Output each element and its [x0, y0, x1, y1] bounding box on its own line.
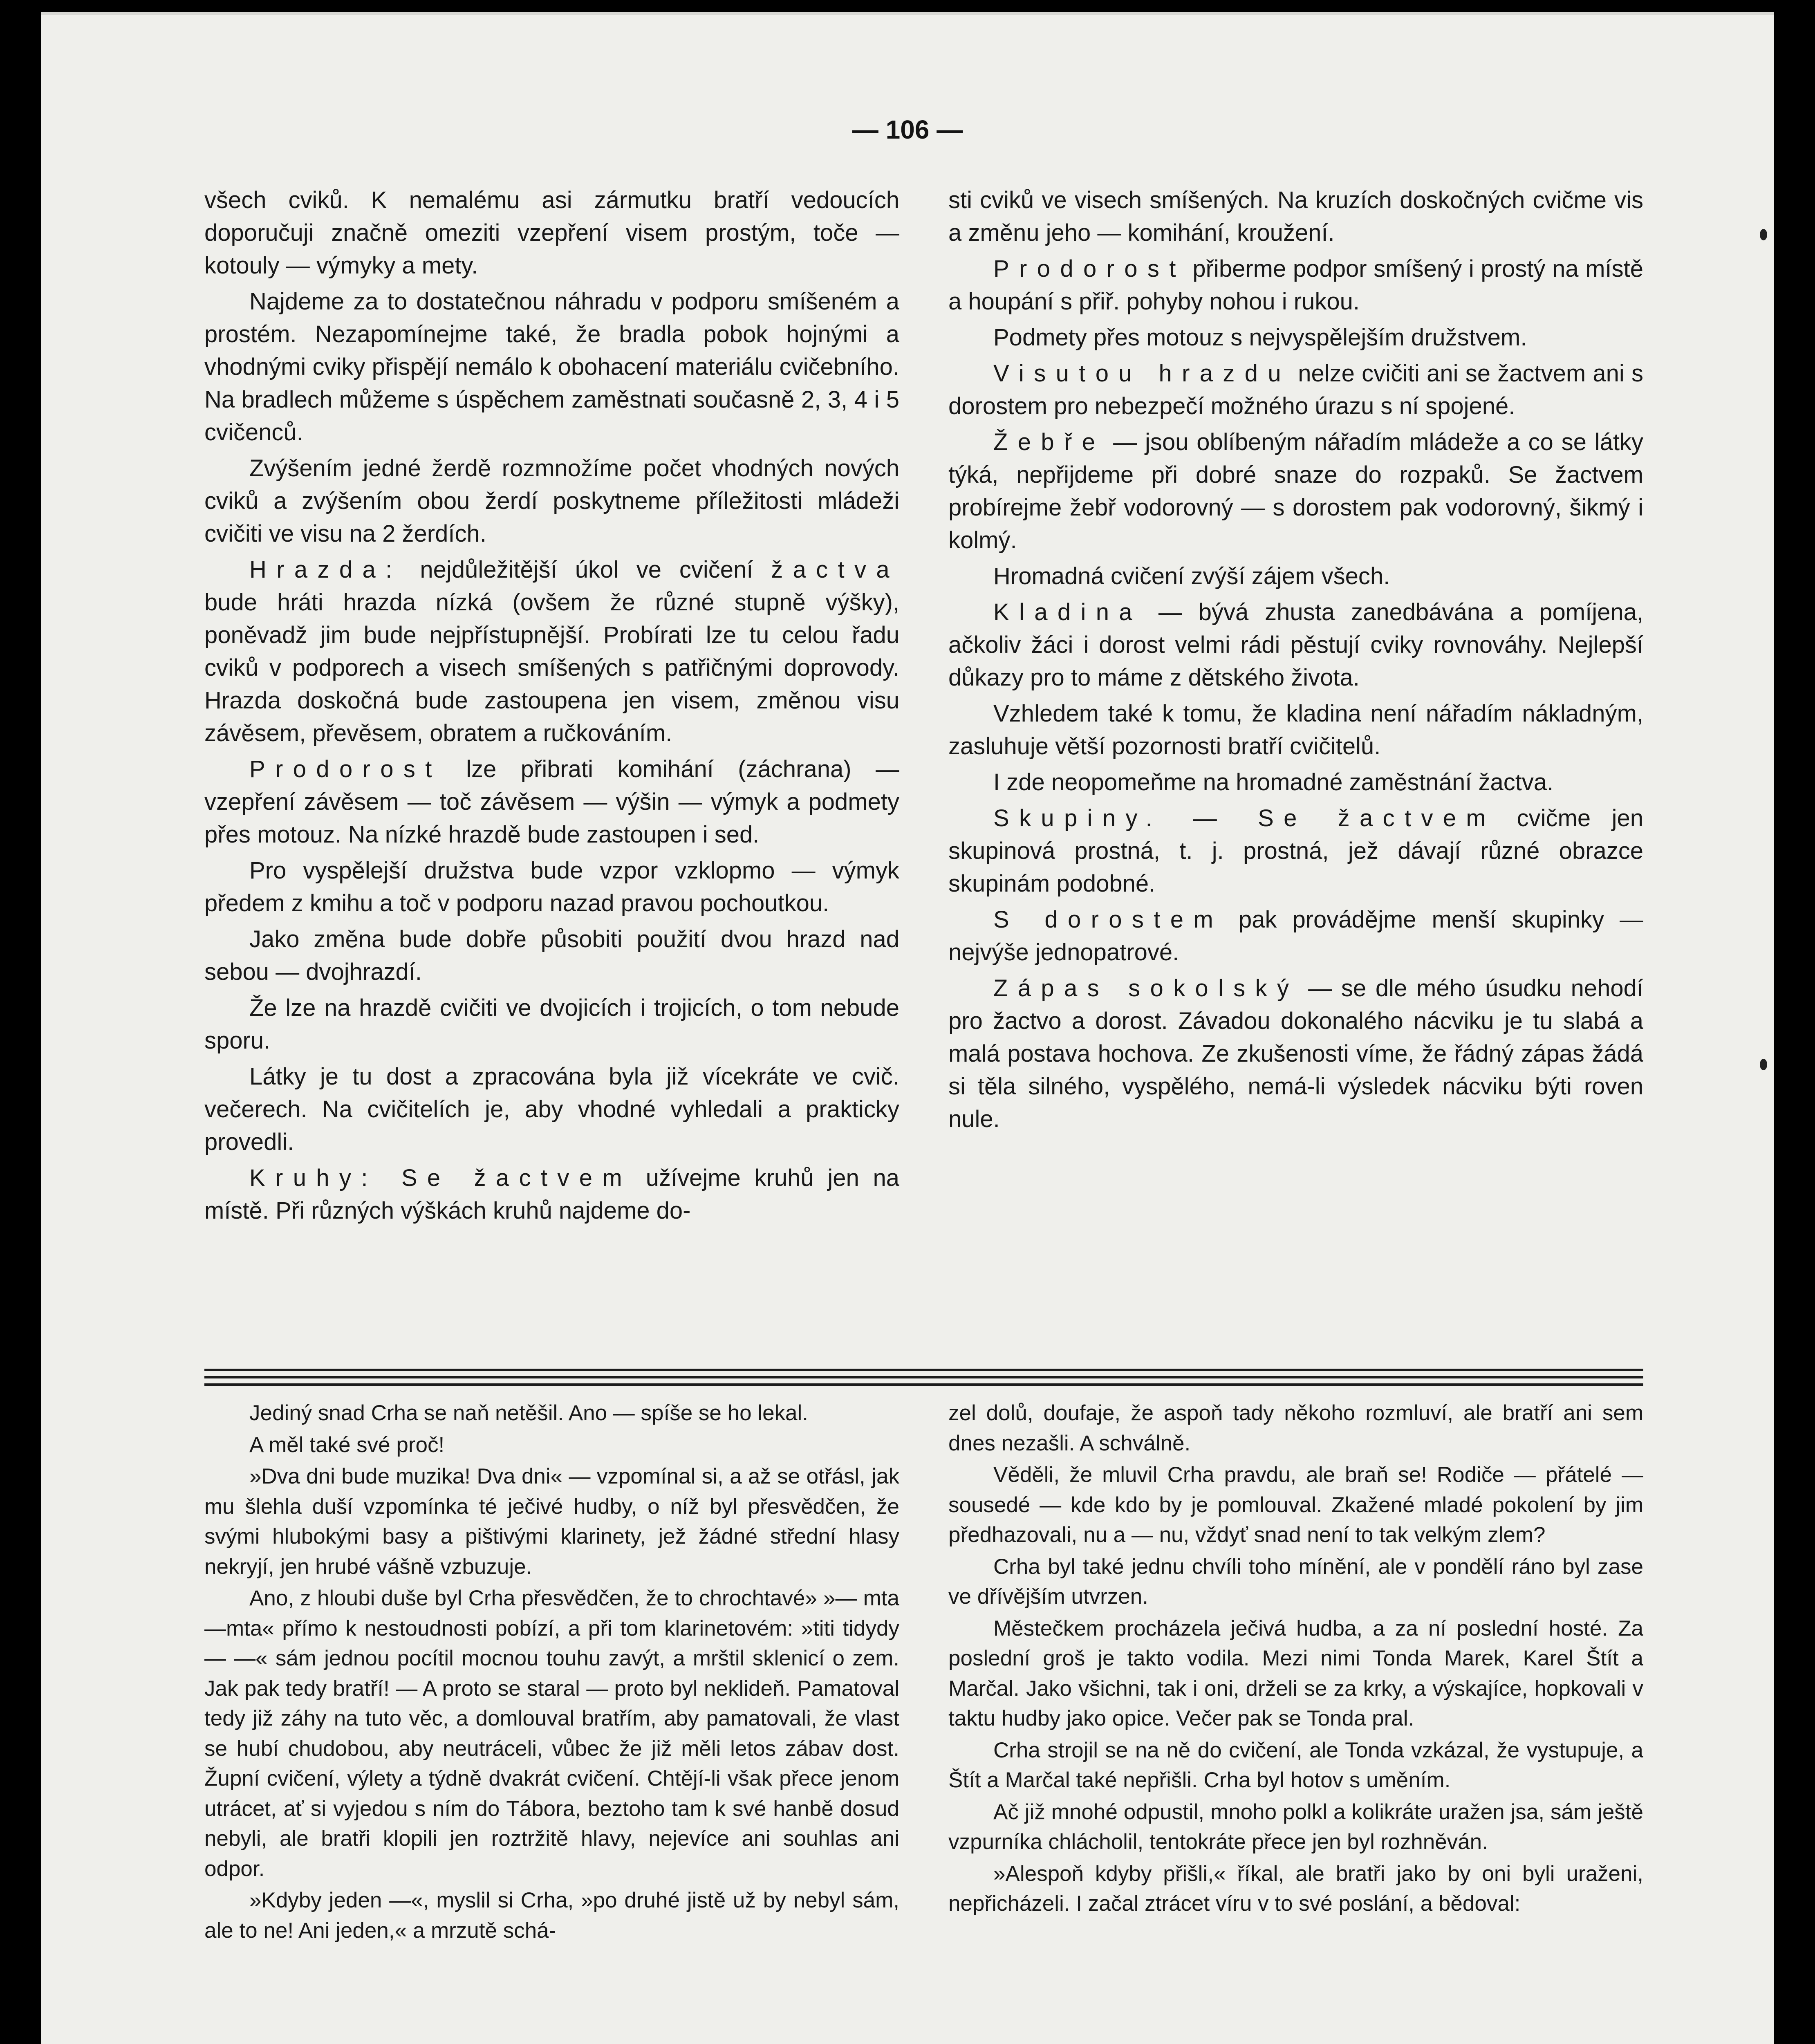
paragraph: zel dolů, doufaje, že aspoň tady někoho rozmluví, ale bratří ani sem dnes nezašli. A schválně. — [948, 1401, 1643, 1455]
scanned-page — [41, 12, 1774, 2044]
paragraph: Látky je tu dost a zpracována byla již vícekráte ve cvič. večerech. Na cvičitelích je, aby vhodné vyhledali a prakticky provedli. — [204, 1063, 899, 1155]
spaced-heading: Visutou hrazdu — [993, 360, 1291, 387]
paragraph — [948, 802, 1643, 900]
spaced-term: žactva — [771, 556, 899, 583]
bottom-right-column — [948, 1398, 1643, 1921]
paragraph-text: nelze cvičiti ani se žactvem ani s dorostem pro nebezpečí možného úrazu s ní spojené. — [948, 360, 1643, 419]
paragraph — [204, 1162, 899, 1227]
paragraph: Zvýšením jedné žerdě rozmnožíme počet vhodných nových cviků a zvýšením obou žerdí poskytneme příležitosti mládeži cvičiti ve visu na 2 žerdích. — [204, 455, 899, 547]
paragraph — [948, 596, 1643, 694]
paragraph: Pro vyspělejší družstva bude vzpor vzklopmo — výmyk předem z kmihu a toč v podporu nazad pravou pochoutkou. — [204, 857, 899, 917]
paragraph: Jediný snad Crha se naň netěšil. Ano — spíše se ho lekal. — [249, 1401, 809, 1425]
paragraph-text: přiberme podpor smíšený i prostý na místě a houpání s přiř. pohyby nohou i rukou. — [948, 256, 1643, 315]
paragraph-text: nejdůležitější úkol ve cvičení — [402, 556, 771, 583]
page-number: — 106 — — [852, 115, 963, 144]
spaced-heading: Prodorost — [993, 256, 1186, 282]
paragraph: Crha strojil se na ně do cvičení, ale Tonda vzkázal, že vystupuje, a Štít a Marčal také nepřišli. Crha byl hotov s uměním. — [948, 1738, 1643, 1792]
paragraph-text: cvičme jen skupinová prostná, t. j. prostná, jež dávají různé obrazce skupinám podobné. — [948, 805, 1643, 897]
top-left-column — [204, 184, 899, 1230]
spaced-heading: S dorostem — [993, 906, 1223, 933]
paragraph: »Kdyby jeden —«, myslil si Crha, »po druhé jistě už by nebyl sám, ale to ne! Ani jeden,« a mrzutě schá- — [204, 1888, 899, 1943]
scan-mark — [1760, 1059, 1767, 1070]
paragraph: A měl také své proč! — [249, 1432, 445, 1457]
paragraph-text: — se dle mého úsudku nehodí pro žactvo a dorost. Závadou dokonalého nácviku je tu slabá a malá postava hochova. Ze zkušenosti víme, že řádný zápas žádá si těla silného, vyspělého, nemá-li výsledek nácviku býti roven nule. — [948, 975, 1643, 1132]
spaced-heading: Žebře — [993, 429, 1105, 455]
paragraph: Ač již mnohé odpustil, mnoho polkl a kolikráte uražen jsa, sám ještě vzpurníka chlácholil, tentokráte přece jen byl rozhněván. — [948, 1800, 1643, 1854]
section-divider-rule — [204, 1369, 1643, 1371]
paragraph — [204, 554, 899, 750]
section-divider-rule — [204, 1376, 1643, 1378]
paragraph: Crha byl také jednu chvíli toho mínění, ale v pondělí ráno byl zase ve dřívějším utvrzen. — [948, 1554, 1643, 1609]
paragraph: Ano, z hloubi duše byl Crha přesvědčen, že to chrochtavé» »— mta —mta« přímo k nestoudnosti pobízí, a při tom klarinetovém: »titi tidydy — —« sám jednou pocítil mocnou touhu zavýt, a mrštil sklenicí o zem. Jak pak tedy bratří! — A proto se staral — proto byl neklideň. Pamatoval tedy již záhy na tuto věc, a domlouval bratřím, aby pamatovali, že vlast se hubí chudobou, aby neutráceli, vůbec že již měli letos zábav dost. Župní cvičení, výlety a týdně dvakrát cvičení. Chtějí-li však přece jenom utrácet, ať si vyjedou s ním do Tábora, beztoho tam k své hanbě dosud nebyli, ale bratři klopili jen roztržitě hlavy, nejevíce ani souhlas ani odpor. — [204, 1586, 899, 1881]
paragraph: »Alespoň kdyby přišli,« říkal, ale bratři jako by oni byli uraženi, nepřicházeli. I začal ztrácet víru v to své poslání, a bědoval: — [948, 1861, 1643, 1916]
paragraph — [204, 753, 899, 851]
paragraph-text: pak provádějme menší skupinky — nejvýše jednopatrové. — [948, 906, 1644, 966]
paragraph — [948, 357, 1643, 423]
paragraph: všech cviků. K nemalému asi zármutku bratří vedoucích doporučuji značně omeziti vzepření visem prostým, toče — kotouly — výmyky a mety. — [204, 187, 899, 279]
paragraph: Vzhledem také k tomu, že kladina není nářadím nákladným, zasluhuje větší pozornosti bratří cvičitelů. — [948, 700, 1643, 760]
spaced-heading: Hrazda: — [249, 556, 402, 583]
scan-mark — [1760, 229, 1767, 240]
paragraph: Hromadná cvičení zvýší zájem všech. — [993, 563, 1390, 589]
spaced-heading: Kruhy: Se žactvem — [249, 1165, 632, 1191]
paragraph: Podmety přes motouz s nejvyspělejším družstvem. — [993, 324, 1527, 351]
paragraph: Městečkem procházela ječivá hudba, a za ní poslední hosté. Za poslední groš je takto vodila. Mezi nimi Tonda Marek, Karel Štít a Marčal. Jako všichni, tak i oni, drželi se za krky, a výskajíce, hopkovali v taktu hudby jako opice. Večer pak se Tonda pral. — [948, 1616, 1643, 1730]
section-divider-rule — [204, 1383, 1643, 1386]
scan-edge — [41, 12, 1774, 15]
spaced-heading: Zápas sokolský — [993, 975, 1299, 1002]
paragraph — [948, 426, 1643, 557]
paragraph-text: lze přibrati komihání (záchrana) — vzepření závěsem — toč závěsem — výšin — výmyk a podmety přes motouz. Na nízké hrazdě bude zastoupen i sed. — [204, 756, 899, 848]
spaced-heading: Prodorost — [249, 756, 442, 782]
paragraph: I zde neopomeňme na hromadné zaměstnání žactva. — [993, 769, 1554, 796]
top-right-column — [948, 184, 1643, 1139]
paragraph: Věděli, že mluvil Crha pravdu, ale braň se! Rodiče — přátelé — sousedé — kde kdo by je pomlouval. Zkažené mladé pokolení by jim předhazovali, nu a — nu, vždyť snad není to tak velkým zlem? — [948, 1463, 1643, 1547]
spaced-heading: Kladina — [993, 599, 1143, 625]
paragraph: sti cviků ve visech smíšených. Na kruzích doskočných cvičme vis a změnu jeho — komihání, kroužení. — [948, 187, 1643, 246]
paragraph — [948, 253, 1643, 318]
paragraph: Jako změna bude dobře působiti použití dvou hrazd nad sebou — dvojhrazdí. — [204, 926, 899, 985]
spaced-heading: Skupiny. — Se žactvem — [993, 805, 1496, 831]
paragraph: Najdeme za to dostatečnou náhradu v podporu smíšeném a prostém. Nezapomínejme také, že bradla pobok hojnými a vhodnými cviky přispějí nemálo k obohacení materiálu cvičebního. Na bradlech můžeme s úspěchem zaměstnati současně 2, 3, 4 i 5 cvičenců. — [204, 288, 899, 446]
paragraph: Že lze na hrazdě cvičiti ve dvojicích i trojicích, o tom nebude sporu. — [204, 995, 899, 1054]
paragraph-text: — bývá zhusta zanedbávána a pomíjena, ačkoliv žáci i dorost velmi rádi pěstují cviky rovnováhy. Nejlepší důkazy pro to máme z dětského života. — [948, 599, 1643, 691]
paragraph-text: užívejme kruhů jen na místě. Při různých výškách kruhů najdeme do- — [204, 1165, 899, 1224]
paragraph — [948, 903, 1643, 969]
paragraph — [948, 972, 1643, 1136]
paragraph-text: — jsou oblíbeným nářadím mládeže a co se látky týká, nepřijdeme při dobré snaze do rozpaků. Se žactvem probírejme žebř vodorovný — s dorostem pak vodorovný, šikmý i kolmý. — [948, 429, 1643, 554]
paragraph: »Dva dni bude muzika! Dva dni« — vzpomínal si, a až se otřásl, jak mu šlehla duší vzpomínka té ječivé hudby, o níž byl přesvědčen, že svými hlubokými basy a pištivými klarinety, jež žádné střední hlasy nekryjí, jen hrubé vášně vzbuzuje. — [204, 1464, 899, 1579]
bottom-left-column — [204, 1398, 899, 1947]
paragraph-text: bude hráti hrazda nízká (ovšem že různé stupně výšky), poněvadž jim bude nejpřístupnější. Probírati lze tu celou řadu cviků v podporech a visech smíšených s patřičnými doprovody. Hrazda doskočná bude zastoupena jen visem, změnou visu závěsem, převěsem, obratem a ručkováním. — [204, 589, 899, 746]
